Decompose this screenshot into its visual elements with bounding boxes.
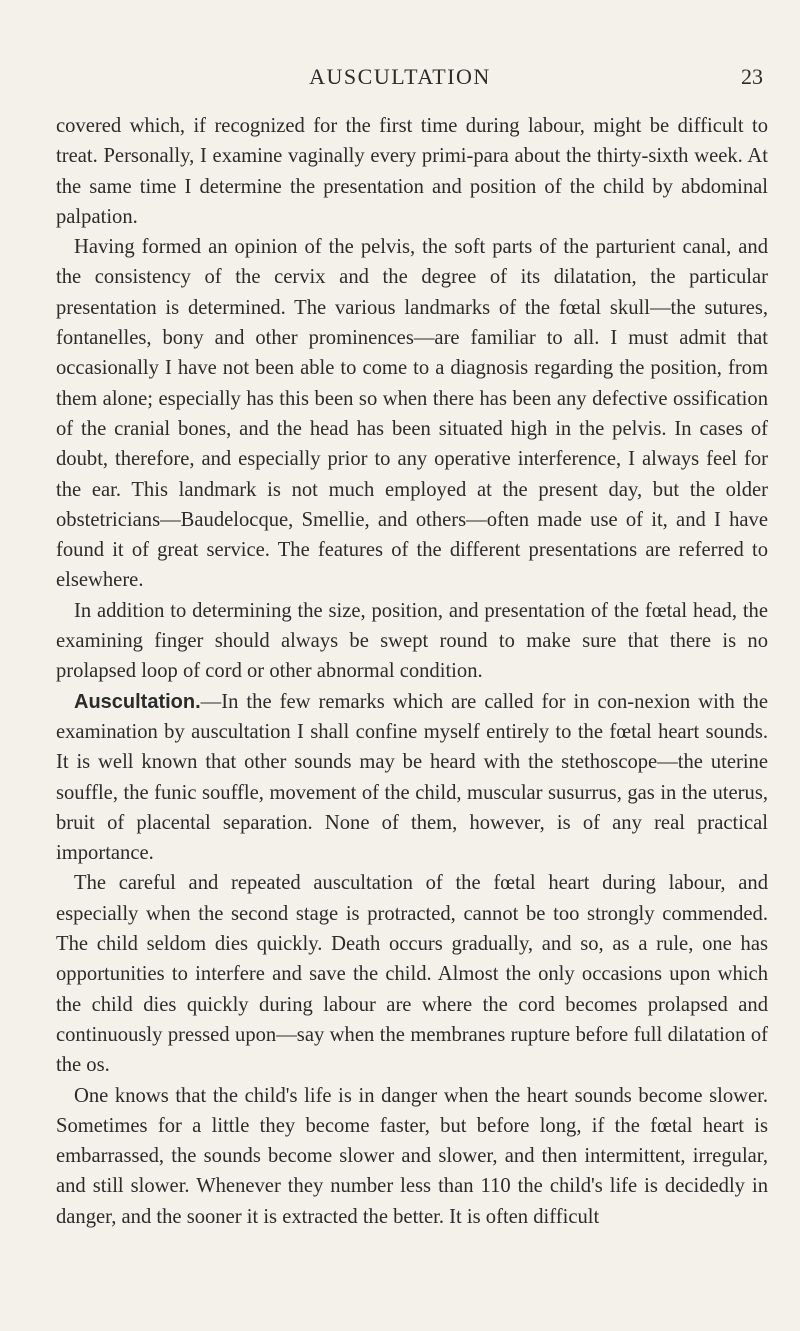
paragraph: One knows that the child's life is in danger when the heart sounds become slower. Sometimes for a little they become faster, but before long, if the fœtal heart is embarrassed, the sounds become slower and slower, and then intermittent, irregular, and still slower. Whenever they number less than 110 the child's life is decidedly in danger, and the sooner it is extracted the better. It is often difficult — [56, 1084, 768, 1228]
running-head: AUSCULTATION — [309, 64, 491, 89]
paragraph-text: —In the few remarks which are called for in con-nexion with the examination by auscultation I shall confine myself entirely to the fœtal heart sounds. It is well known that other sounds may be heard with the stethoscope—the uterine souffle, the funic souffle, movement of the child, muscular susurrus, gas in the uterus, bruit of placental separation. None of them, however, is of any real practical importance. — [56, 690, 768, 865]
paragraph: Having formed an opinion of the pelvis, the soft parts of the parturient canal, and the consistency of the cervix and the degree of its dilatation, the particular presentation is determined. The various landmarks of the fœtal skull—the sutures, fontanelles, bony and other prominences—are familiar to all. I must admit that occasionally I have not been able to come to a diagnosis regarding the position, from them alone; especially has this been so when there has been any defective ossification of the cranial bones, and the head has been situated high in the pelvis. In cases of doubt, therefore, and especially prior to any operative interference, I always feel for the ear. This landmark is not much employed at the present day, but the older obstetricians—Baudelocque, Smellie, and others—often made use of it, and I have found it of great service. The features of the different presentations are referred to elsewhere. — [56, 236, 768, 592]
page-header — [0, 64, 800, 94]
body-text — [56, 111, 768, 1232]
paragraph: covered which, if recognized for the first time during labour, might be difficult to treat. Personally, I examine vaginally every primi-para about the thirty-sixth week. At the same time I determine the presentation and position of the child by abdominal palpation. — [56, 115, 768, 228]
page-number: 23 — [741, 64, 763, 89]
paragraph — [56, 687, 768, 869]
section-heading: Auscultation. — [74, 690, 201, 713]
paragraph: The careful and repeated auscultation of the fœtal heart during labour, and especially when the second stage is protracted, cannot be too strongly commended. The child seldom dies quickly. Death occurs gradually, and so, as a rule, one has opportunities to interfere and save the child. Almost the only occasions upon which the child dies quickly during labour are where the cord becomes prolapsed and continuously pressed upon—say when the membranes rupture before full dilatation of the os. — [56, 872, 768, 1077]
paragraph: In addition to determining the size, position, and presentation of the fœtal head, the examining finger should always be swept round to make sure that there is no prolapsed loop of cord or other abnormal condition. — [56, 599, 768, 683]
